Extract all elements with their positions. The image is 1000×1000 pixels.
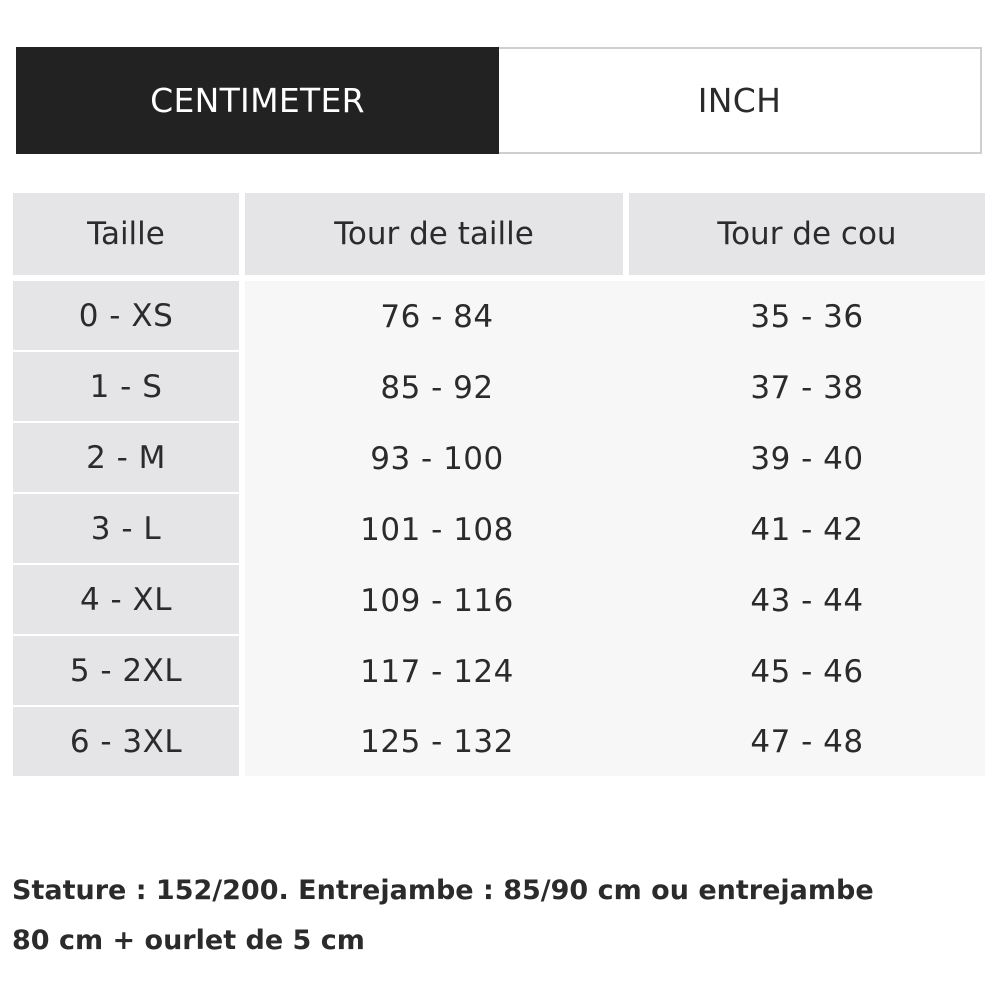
table-row	[13, 707, 985, 776]
table-row	[13, 423, 985, 494]
size-cell: 6 - 3XL	[13, 707, 245, 776]
size-cell: 2 - M	[13, 423, 245, 494]
tab-centimeter[interactable]: CENTIMETER	[16, 47, 499, 154]
waist-cell: 117 - 124	[245, 636, 629, 707]
size-cell: 0 - XS	[13, 281, 245, 352]
table-row	[13, 281, 985, 352]
waist-cell: 85 - 92	[245, 352, 629, 423]
neck-cell: 41 - 42	[629, 494, 985, 565]
header-taille: Taille	[13, 193, 245, 281]
table-row	[13, 494, 985, 565]
waist-cell: 76 - 84	[245, 281, 629, 352]
unit-toggle	[16, 47, 982, 154]
waist-cell: 93 - 100	[245, 423, 629, 494]
size-cell: 5 - 2XL	[13, 636, 245, 707]
header-tour-de-cou: Tour de cou	[629, 193, 985, 281]
size-cell: 3 - L	[13, 494, 245, 565]
size-footnote	[12, 866, 992, 966]
table-row	[13, 565, 985, 636]
waist-cell: 125 - 132	[245, 707, 629, 776]
neck-cell: 39 - 40	[629, 423, 985, 494]
neck-cell: 43 - 44	[629, 565, 985, 636]
footnote-line-1: Stature : 152/200. Entrejambe : 85/90 cm ou entrejambe	[12, 875, 874, 906]
neck-cell: 45 - 46	[629, 636, 985, 707]
size-cell: 4 - XL	[13, 565, 245, 636]
waist-cell: 109 - 116	[245, 565, 629, 636]
neck-cell: 37 - 38	[629, 352, 985, 423]
size-chart-table	[13, 193, 985, 776]
table-header-row	[13, 193, 985, 281]
neck-cell: 35 - 36	[629, 281, 985, 352]
waist-cell: 101 - 108	[245, 494, 629, 565]
footnote-line-2: 80 cm + ourlet de 5 cm	[12, 925, 365, 956]
size-cell: 1 - S	[13, 352, 245, 423]
table-row	[13, 352, 985, 423]
table-row	[13, 636, 985, 707]
tab-inch[interactable]: INCH	[499, 47, 982, 154]
neck-cell: 47 - 48	[629, 707, 985, 776]
header-tour-de-taille: Tour de taille	[245, 193, 629, 281]
